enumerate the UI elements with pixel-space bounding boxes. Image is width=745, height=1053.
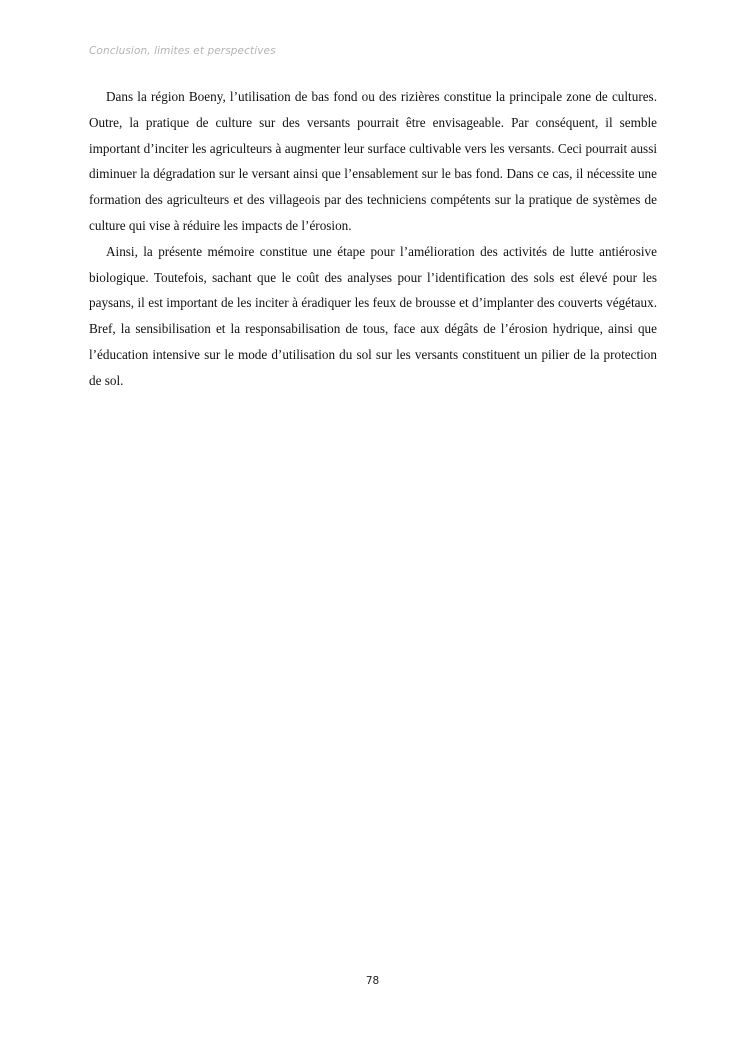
running-header: Conclusion, limites et perspectives (89, 45, 276, 57)
page-number: 78 (365, 975, 380, 987)
paragraph-2: Ainsi, la présente mémoire constitue une étape pour l’amélioration des activités de lutte antiérosive biologique. Toutefois, sachant que le coût des analyses pour l’identification des sols est élevé pour les paysans, il est important de les inciter à éradiquer les feux de brousse et d’implanter des couverts végétaux. Bref, la sensibilisation et la responsabilisation de tous, face aux dégâts de l’érosion hydrique, ainsi que l’éducation intensive sur le mode d’utilisation du sol sur les versants constituent un pilier de la protection de sol. (89, 243, 657, 388)
body-text (89, 84, 657, 394)
paragraph-1: Dans la région Boeny, l’utilisation de bas fond ou des rizières constitue la principale zone de cultures. Outre, la pratique de culture sur des versants pourrait être envisageable. Par conséquent, il semble important d’inciter les agriculteurs à augmenter leur surface cultivable vers les versants. Ceci pourrait aussi diminuer la dégradation sur le versant ainsi que l’ensablement sur le bas fond. Dans ce cas, il nécessite une formation des agriculteurs et des villageois par des techniciens compétents sur la pratique de systèmes de culture qui vise à réduire les impacts de l’érosion. (89, 89, 657, 233)
